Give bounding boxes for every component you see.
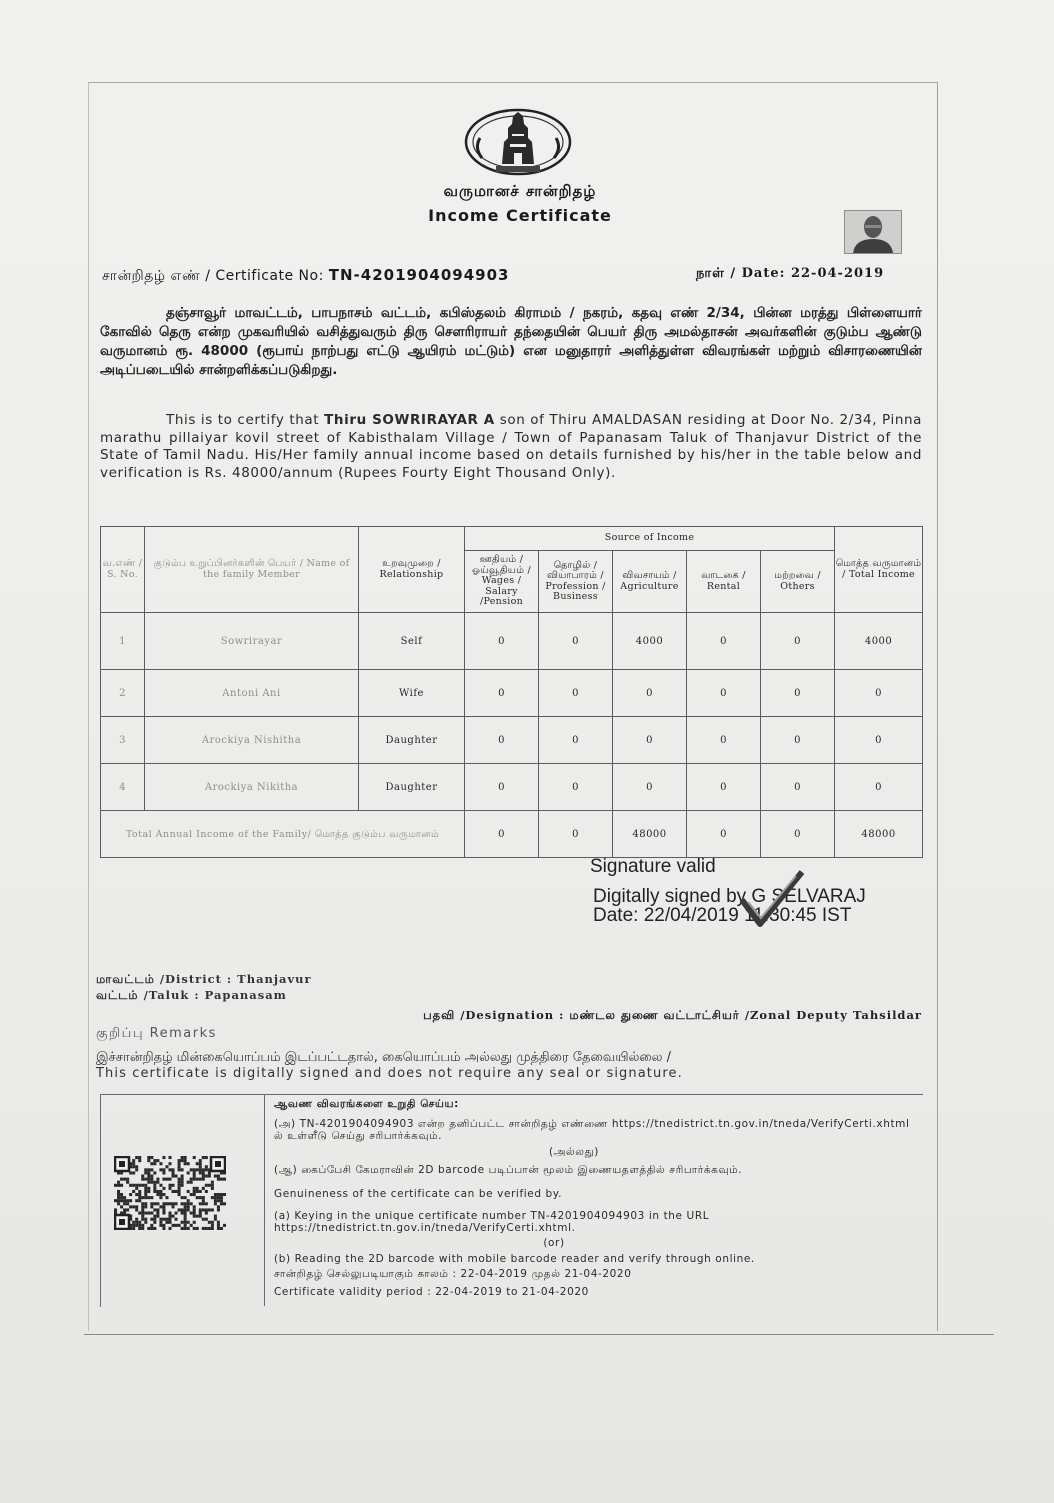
cell-sno: 2 [101, 670, 145, 717]
header-name: குடும்ப உறுப்பினர்களின் பெயர் / Name of the family Member [145, 527, 359, 613]
verify-or-tamil: (அல்லது) [549, 1146, 599, 1158]
validity-period: Certificate validity period : 22-04-2019 to 21-04-2020 [274, 1286, 589, 1298]
tamil-nadu-emblem-icon [462, 108, 574, 178]
certificate-number-label: சான்றிதழ் எண் / Certificate No: [102, 268, 324, 284]
district-field: மாவட்டம் /District : Thanjavur [96, 972, 312, 986]
cell-rental: 0 [687, 670, 761, 717]
header-wages: ஊதியம் / ஓய்வூதியம் / Wages / Salary /Pension [465, 551, 539, 613]
verify-genuineness: Genuineness of the certificate can be verified by. [274, 1188, 563, 1200]
total-income: 48000 [835, 811, 923, 858]
cell-name: Arockiya Nishitha [145, 717, 359, 764]
qr-code-icon [114, 1156, 226, 1230]
cell-agriculture: 0 [613, 670, 687, 717]
header-relationship: உறவுமுறை / Relationship [359, 527, 465, 613]
cell-sno: 3 [101, 717, 145, 764]
table-row [101, 670, 923, 717]
cell-rental: 0 [687, 613, 761, 670]
verify-option-b-tamil: (ஆ) கைப்பேசி கேமராவின் 2D barcode படிப்பான் மூலம் இணையதளத்தில் சரிபார்க்கவும். [274, 1164, 743, 1176]
certification-text-tamil: தஞ்சாவூர் மாவட்டம், பாபநாசம் வட்டம், கபிஸ்தலம் கிராமம் / நகரம், கதவு எண் 2/34, பின்ன மரத்து பிள்ளையார் கோவில் தெரு என்ற முகவரியில் வசித்துவரும் திரு சௌரிராயர் தந்தையின் பெயர் திரு அமல்தாசன் அவர்களின் குடும்ப ஆண்டு வருமானம் ரூ. 48000 (ரூபாய் நாற்பது எட்டு ஆயிரம் மட்டும்) என மனுதாரர் அளித்துள்ள விவரங்கள் மற்றும் விசாரணையின் அடிப்படையில் சான்றளிக்கப்படுகிறது. [100, 305, 922, 378]
remarks-label: குறிப்பு Remarks [96, 1026, 217, 1041]
cell-relationship: Daughter [359, 717, 465, 764]
cell-total: 4000 [835, 613, 923, 670]
verify-option-b: (b) Reading the 2D barcode with mobile barcode reader and verify through online. [274, 1253, 755, 1265]
cell-profession: 0 [539, 764, 613, 811]
certification-text-part: son of Thiru AMALDASAN residing at Door No. 2/34, Pinna marathu pillaiyar kovil street of Kabisthalam Village / Town of Papanasam Taluk of Thanjavur District of the State of Tamil Nadu. His/Her family annual income based on details furnished by his/her in the table below and verification is Rs. 48000/annum (Rupees Fourty Eight Thousand Only). [100, 412, 922, 481]
cell-profession: 0 [539, 717, 613, 764]
validity-period-tamil: சான்றிதழ் செல்லுபடியாகும் காலம் : 22-04-2019 முதல் 21-04-2020 [274, 1268, 632, 1280]
cell-agriculture: 0 [613, 764, 687, 811]
header-agriculture: விவசாயம் / Agriculture [613, 551, 687, 613]
total-profession: 0 [539, 811, 613, 858]
total-row-label: Total Annual Income of the Family/ மொத்த குடும்ப வருமானம் [101, 811, 465, 858]
certification-text-part: This is to certify that [166, 412, 325, 428]
signature-check-icon [738, 866, 808, 930]
cell-total: 0 [835, 764, 923, 811]
cell-sno: 1 [101, 613, 145, 670]
applicant-name: Thiru SOWRIRAYAR A [324, 412, 495, 428]
verify-or: (or) [543, 1237, 565, 1249]
taluk-field: வட்டம் /Taluk : Papanasam [96, 988, 287, 1002]
verify-heading-tamil: ஆவண விவரங்களை உறுதி செய்ய: [274, 1098, 459, 1110]
cell-total: 0 [835, 717, 923, 764]
cell-name: Sowrirayar [145, 613, 359, 670]
signature-date-text: Date: 22/04/2019 11:30:45 IST [593, 905, 852, 926]
header-rental: வாடகை / Rental [687, 551, 761, 613]
cell-name: Antoni Ani [145, 670, 359, 717]
cell-name: Arockiya Nikitha [145, 764, 359, 811]
digital-signature-note-tamil: இச்சான்றிதழ் மின்கையொப்பம் இடப்பட்டதால், கையொப்பம் அல்லது முத்திரை தேவையில்லை / [96, 1050, 671, 1065]
cell-wages: 0 [465, 613, 539, 670]
cell-agriculture: 0 [613, 717, 687, 764]
total-others: 0 [761, 811, 835, 858]
signed-by-text: Digitally signed by G SELVARAJ [593, 886, 866, 907]
verify-option-a-tamil: (அ) TN-4201904094903 என்ற தனிப்பட்ட சான்றிதழ் எண்ணை https://tnedistrict.tn.gov.in/tneda/VerifyCerti.xhtml ல் உள்ளீடு செய்து சரிபார்க்கவும். [274, 1118, 910, 1142]
cell-wages: 0 [465, 670, 539, 717]
cell-others: 0 [761, 613, 835, 670]
certificate-title-tamil: வருமானச் சான்றிதழ் [443, 182, 597, 200]
total-row [101, 811, 923, 858]
certificate-number [102, 266, 509, 286]
certificate-number-value: TN-4201904094903 [328, 266, 510, 284]
cell-profession: 0 [539, 613, 613, 670]
header-source-of-income: Source of Income [465, 527, 835, 551]
cell-rental: 0 [687, 764, 761, 811]
cell-rental: 0 [687, 717, 761, 764]
total-rental: 0 [687, 811, 761, 858]
signature-valid-text: Signature valid [590, 856, 716, 877]
divider [264, 1094, 265, 1306]
header-profession: தொழில் / வியாபாரம் / Profession / Business [539, 551, 613, 613]
cell-wages: 0 [465, 764, 539, 811]
issue-date [696, 266, 884, 282]
cell-wages: 0 [465, 717, 539, 764]
digital-signature-note: This certificate is digitally signed and does not require any seal or signature. [96, 1066, 683, 1081]
certificate-title: Income Certificate [428, 206, 612, 225]
verify-option-a: (a) Keying in the unique certificate number TN-4201904094903 in the URL https://tnedistrict.tn.gov.in/tneda/VerifyCerti.xhtml. [274, 1210, 710, 1234]
designation-field: பதவி /Designation : மண்டல துணை வட்டாட்சியர் /Zonal Deputy Tahsildar [423, 1008, 922, 1022]
table-row [101, 717, 923, 764]
cell-relationship: Wife [359, 670, 465, 717]
cell-agriculture: 4000 [613, 613, 687, 670]
header-total: மொத்த வருமானம் / Total Income [835, 527, 923, 613]
cell-relationship: Self [359, 613, 465, 670]
table-row [101, 764, 923, 811]
issue-date-value: 22-04-2019 [790, 266, 885, 281]
header-sno: வ.எண் / S. No. [101, 527, 145, 613]
issue-date-label: நாள் / Date: [696, 266, 786, 281]
cell-relationship: Daughter [359, 764, 465, 811]
certification-text [100, 412, 922, 482]
total-agriculture: 48000 [613, 811, 687, 858]
applicant-photo [844, 210, 902, 254]
header-others: மற்றவை / Others [761, 551, 835, 613]
bottom-rule [84, 1334, 994, 1335]
cell-others: 0 [761, 670, 835, 717]
total-wages: 0 [465, 811, 539, 858]
cell-sno: 4 [101, 764, 145, 811]
cell-others: 0 [761, 717, 835, 764]
cell-total: 0 [835, 670, 923, 717]
table-row [101, 613, 923, 670]
cell-others: 0 [761, 764, 835, 811]
cell-profession: 0 [539, 670, 613, 717]
income-table [100, 526, 923, 858]
